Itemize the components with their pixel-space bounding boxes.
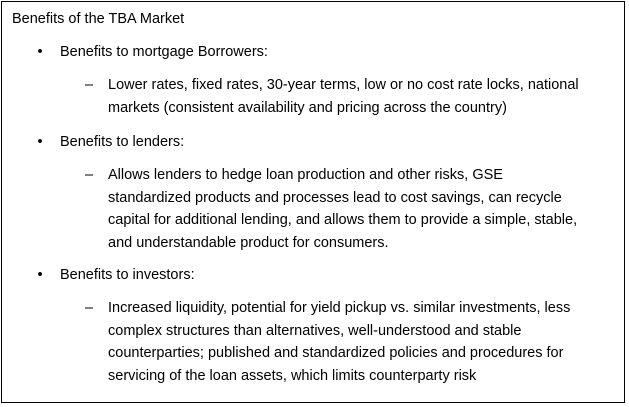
bullet-icon: • <box>37 267 43 283</box>
text-line: markets (consistent availability and pricing across the country) <box>108 99 507 116</box>
sub-item-text <box>108 164 624 254</box>
dash-icon: – <box>84 77 94 93</box>
text-line: Allows lenders to hedge loan production and other risks, GSE <box>108 167 503 183</box>
text-line: and understandable product for consumers. <box>108 234 389 251</box>
text-line: standardized products and processes lead to cost savings, can recycle <box>108 189 562 206</box>
content-box <box>1 1 625 403</box>
dash-icon: – <box>84 167 94 183</box>
bullet-icon: • <box>37 134 43 150</box>
text-line: capital for additional lending, and allows them to provide a simple, stable, <box>108 212 578 229</box>
text-line: Increased liquidity, potential for yield pickup vs. similar investments, less <box>108 300 571 316</box>
sub-item-text <box>108 74 624 119</box>
box-title: Benefits of the TBA Market <box>12 11 185 27</box>
text-line: Lower rates, fixed rates, 30-year terms, low or no cost rate locks, national <box>108 77 579 93</box>
bullet-heading: Benefits to investors: <box>60 267 195 283</box>
dash-icon: – <box>84 300 94 316</box>
text-line: complex structures than alternatives, well-understood and stable <box>108 322 522 339</box>
text-line: counterparties; published and standardized policies and procedures for <box>108 345 564 362</box>
bullet-heading: Benefits to mortgage Borrowers: <box>60 44 268 60</box>
sub-item-text <box>108 297 624 387</box>
bullet-icon: • <box>37 44 43 60</box>
bullet-heading: Benefits to lenders: <box>60 134 185 150</box>
text-line: servicing of the loan assets, which limits counterparty risk <box>108 367 477 384</box>
